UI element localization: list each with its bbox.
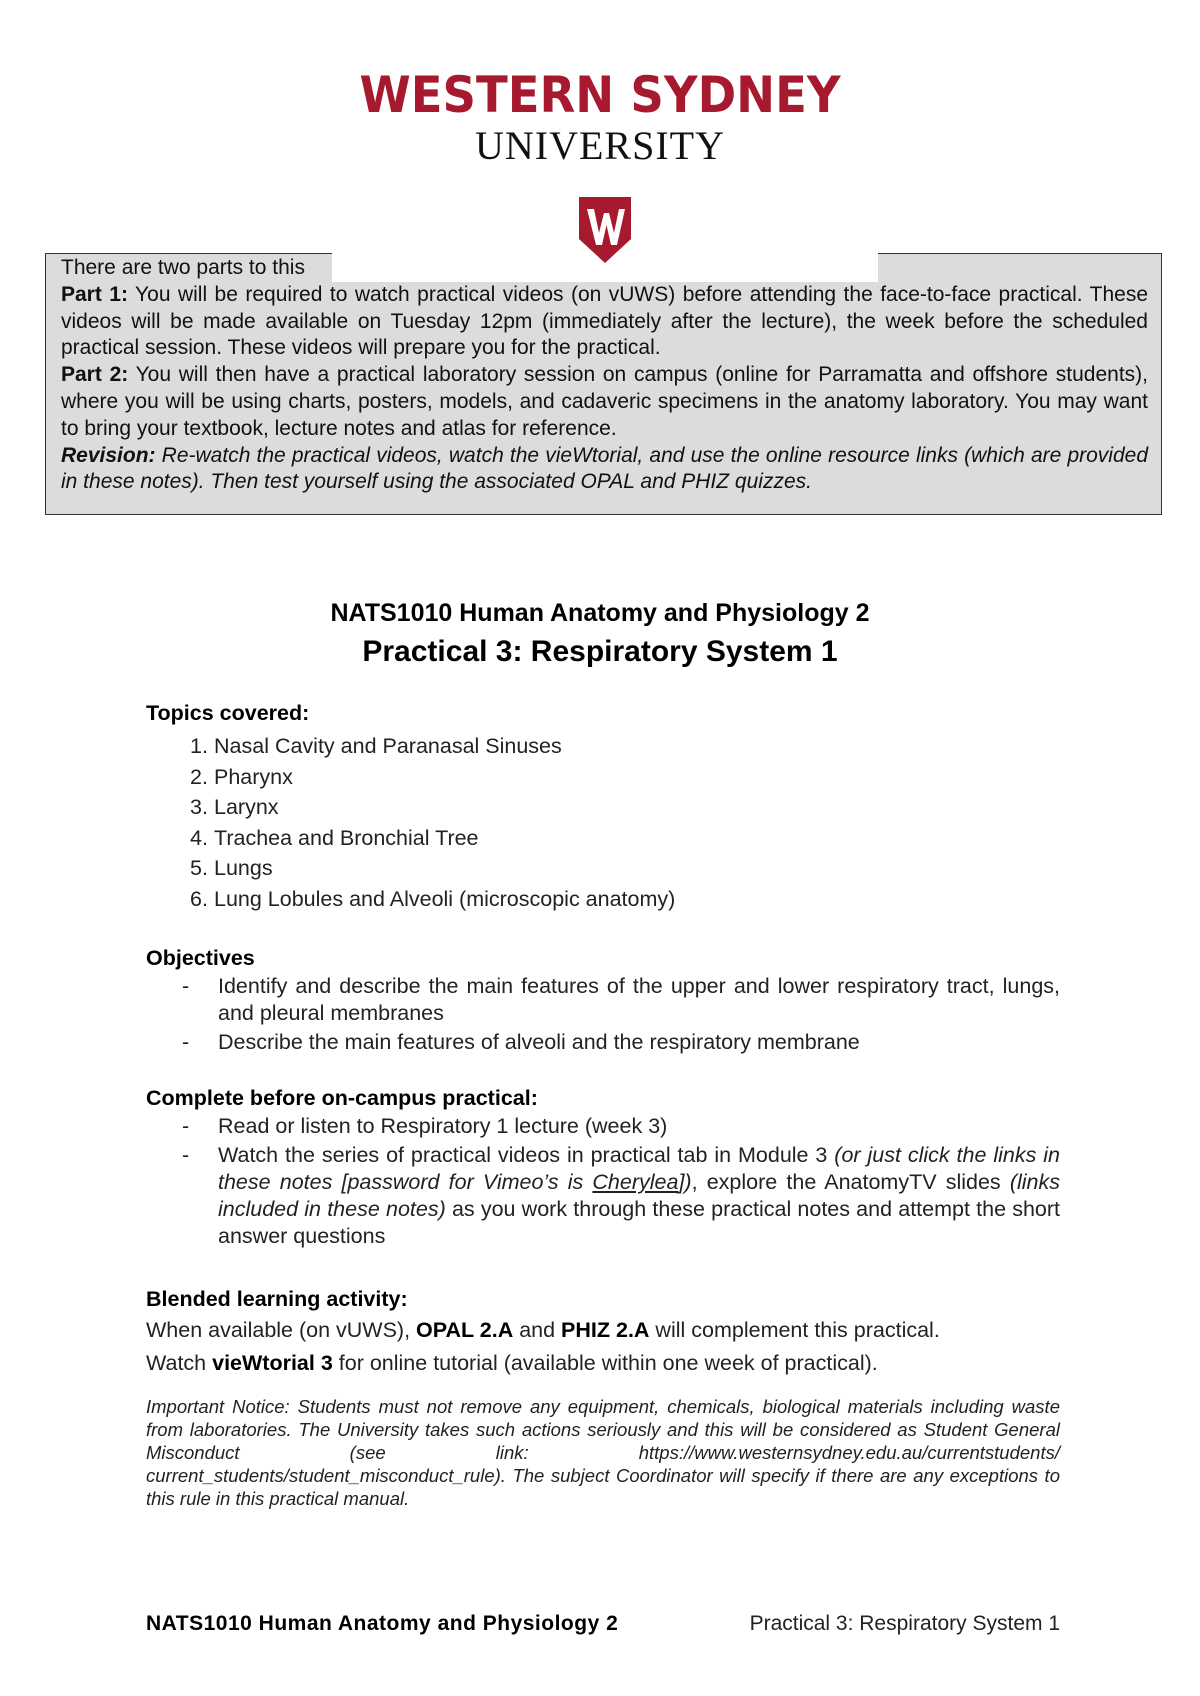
info-part1	[61, 282, 1148, 362]
topic-item: 1. Nasal Cavity and Paranasal Sinuses	[190, 734, 562, 758]
blended-line-1: When available (on vUWS), OPAL 2.A and PHIZ 2.A will complement this practical.	[146, 1318, 940, 1342]
university-shield-icon	[577, 195, 633, 265]
topics-section	[146, 700, 1060, 914]
topic-item: 5. Lungs	[190, 856, 273, 880]
university-logo	[0, 68, 1200, 168]
complete-before-list	[146, 1113, 1060, 1250]
practical-info-text	[61, 255, 1148, 496]
blended-line-2: Watch vieWtorial 3 for online tutorial (available within one week of practical).	[146, 1351, 878, 1375]
part1-text: You will be required to watch practical videos (on vUWS) before attending the face-to-face practical. These videos will be made available on Tuesday 12pm (immediately after the lecture), the week before the scheduled practical session. These videos will prepare you for the practical.	[61, 282, 1149, 360]
vimeo-password: Cherylea	[592, 1170, 679, 1194]
topic-item: 2. Pharynx	[190, 764, 293, 789]
topics-heading: Topics covered:	[146, 701, 310, 725]
objectives-section	[146, 945, 1060, 1058]
dash-bullet-icon: -	[182, 974, 190, 998]
info-part2	[61, 362, 1148, 442]
phiz-quiz: PHIZ 2.A	[561, 1318, 650, 1342]
topic-item: 3. Larynx	[190, 795, 279, 819]
part2-text: You will then have a practical laboratory session on campus (online for Parramatta and offshore students), where you will be using charts, posters, models, and cadaveric specimens in the anatomy laboratory. You may want to bring your textbook, lecture notes and atlas for reference.	[61, 363, 1148, 440]
part1-label: Part 1:	[61, 282, 128, 306]
logo-western-sydney: WESTERN SYDNEY	[359, 66, 841, 124]
info-intro: There are two parts to this	[61, 256, 305, 279]
dash-bullet-icon: -	[182, 1143, 190, 1167]
objectives-list	[146, 973, 1060, 1056]
objectives-heading: Objectives	[146, 946, 255, 970]
objective-item: - Identify and describe the main features of the upper and lower respiratory tract, lungs, and pleural membranes	[182, 974, 1060, 1025]
complete-before-heading: Complete before on-campus practical:	[146, 1086, 538, 1110]
dash-bullet-icon: -	[182, 1030, 190, 1054]
info-revision	[61, 443, 1148, 497]
part2-label: Part 2:	[61, 363, 129, 387]
footer-practical: Practical 3: Respiratory System 1	[749, 1612, 1060, 1635]
topic-item: 4. Trachea and Bronchial Tree	[190, 825, 479, 850]
complete-before-section	[146, 1085, 1060, 1252]
footer-course: NATS1010 Human Anatomy and Physiology 2	[146, 1612, 619, 1635]
prep-item: - Watch the series of practical videos in practical tab in Module 3 (or just click the links in these notes [password for Vimeo’s is Cherylea]), explore the AnatomyTV slides (links included in these notes) as you work through these practical notes and attempt the short answer questions	[182, 1143, 1061, 1248]
opal-quiz: OPAL 2.A	[416, 1318, 514, 1342]
revision-text: Re-watch the practical videos, watch the vieWtorial, and use the online resource links (which are provided in these notes). Then test yourself using the associated OPAL and PHIZ quizzes.	[61, 443, 1148, 494]
important-notice: Important Notice: Students must not remove any equipment, chemicals, biological materials including waste from laboratories. The University takes such actions seriously and this will be considered as Student General Misconduct (see link: https://www.westernsydney.edu.au/currentstudents/ current_students/student_misconduct_rule). The subject Coordinator will specify if there are any exceptions to this rule in this practical manual.	[146, 1396, 1060, 1509]
objective-item: - Describe the main features of alveoli and the respiratory membrane	[182, 1030, 860, 1054]
dash-bullet-icon: -	[182, 1114, 190, 1138]
practical-title: Practical 3: Respiratory System 1	[362, 635, 838, 668]
revision-label: Revision:	[61, 443, 156, 467]
topics-list	[146, 731, 1060, 914]
course-title: NATS1010 Human Anatomy and Physiology 2	[330, 599, 870, 627]
blended-heading: Blended learning activity:	[146, 1287, 408, 1311]
logo-university: UNIVERSITY	[475, 123, 725, 168]
topic-item: 6. Lung Lobules and Alveoli (microscopic anatomy)	[190, 886, 676, 911]
prep-item: - Read or listen to Respiratory 1 lecture (week 3)	[182, 1114, 668, 1138]
viewtorial: vieWtorial 3	[212, 1351, 333, 1375]
blended-learning-section	[146, 1286, 1060, 1379]
